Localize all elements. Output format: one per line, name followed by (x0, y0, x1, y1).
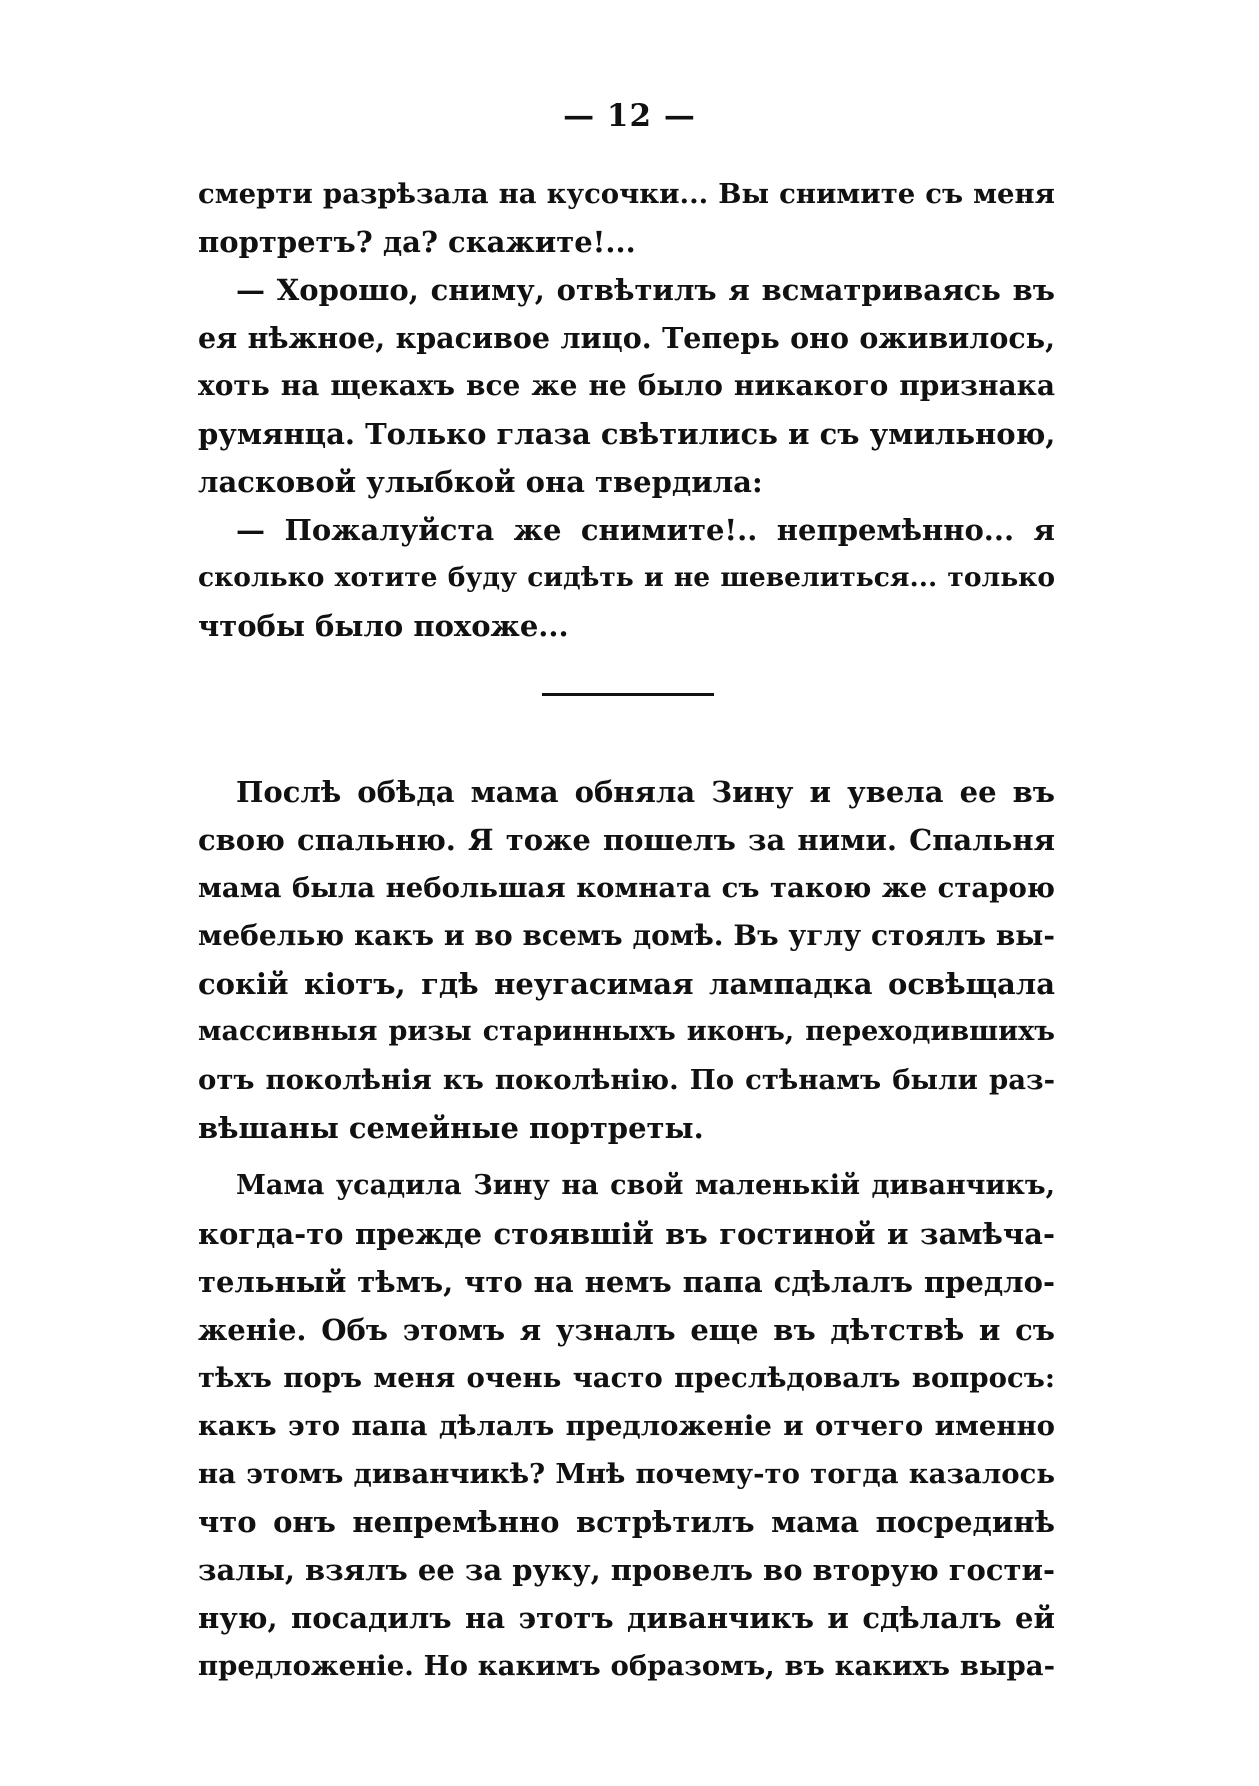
text-line: залы, взялъ ее за руку, провелъ во вторую гости- (198, 1553, 1055, 1587)
text-line: на этомъ диванчикѣ? Мнѣ почему-то тогда казалось (198, 1458, 1055, 1490)
text-line: сколько хотите буду сидѣть и не шевелиться... только (198, 562, 1055, 593)
page-number: — 12 — (563, 98, 696, 134)
text-line: женіе. Объ этомъ я узналъ еще въ дѣтствѣ и съ (198, 1313, 1055, 1347)
text-line: — Пожалуйста же снимите!.. непремѣнно... я (236, 513, 1055, 547)
text-line: вѣшаны семейные портреты. (198, 1111, 704, 1145)
text-line: — Хорошо, сниму, отвѣтилъ я всматриваясь въ (236, 273, 1055, 307)
text-line: мебелью какъ и во всемъ домѣ. Въ углу стоялъ вы- (198, 919, 1055, 952)
text-line: ласковой улыбкой она твердила: (198, 465, 763, 499)
paragraph (198, 768, 1055, 1152)
text-line: мама была небольшая комната съ такою же старою (198, 872, 1055, 904)
text-line: что онъ непремѣнно встрѣтилъ мама посрединѣ (198, 1505, 1055, 1539)
text-line: тельный тѣмъ, что на немъ папа сдѣлалъ предло- (198, 1265, 1055, 1299)
paragraph (198, 1162, 1055, 1690)
text-line: чтобы было похоже... (198, 609, 569, 643)
text-line: сокій кіотъ, гдѣ неугасимая лампадка освѣщала (198, 967, 1055, 1001)
text-line: Послѣ обѣда мама обняла Зину и увела ее въ (236, 775, 1055, 809)
text-section-1 (198, 170, 1055, 650)
text-line: ную, посадилъ на этотъ диванчикъ и сдѣлалъ ей (198, 1601, 1055, 1635)
text-line: Мама усадила Зину на свой маленькій диванчикъ, (236, 1170, 1055, 1201)
text-line: отъ поколѣнія къ поколѣнію. По стѣнамъ были раз- (198, 1064, 1055, 1096)
text-line: тѣхъ поръ меня очень часто преслѣдовалъ вопросъ: (198, 1362, 1055, 1394)
text-section-2 (198, 768, 1055, 1690)
text-line: предложеніе. Но какимъ образомъ, въ какихъ выра- (198, 1650, 1055, 1682)
text-line: ея нѣжное, красивое лицо. Теперь оно оживилось, (198, 321, 1055, 355)
text-line: портретъ? да? скажите!... (198, 225, 636, 259)
text-line: свою спальню. Я тоже пошелъ за ними. Спальня (198, 823, 1055, 857)
text-line: когда-то прежде стоявшій въ гостиной и замѣча- (198, 1217, 1055, 1251)
text-line: смерти разрѣзала на кусочки... Вы снимите съ меня (198, 178, 1055, 210)
section-divider (542, 693, 714, 696)
text-line: какъ это папа дѣлалъ предложеніе и отчего именно (198, 1410, 1055, 1442)
text-line: хоть на щекахъ все же не было никакого признака (198, 369, 1055, 402)
text-line: массивныя ризы старинныхъ иконъ, переходившихъ (198, 1016, 1055, 1047)
text-line: румянца. Только глаза свѣтились и съ умильною, (198, 417, 1055, 451)
